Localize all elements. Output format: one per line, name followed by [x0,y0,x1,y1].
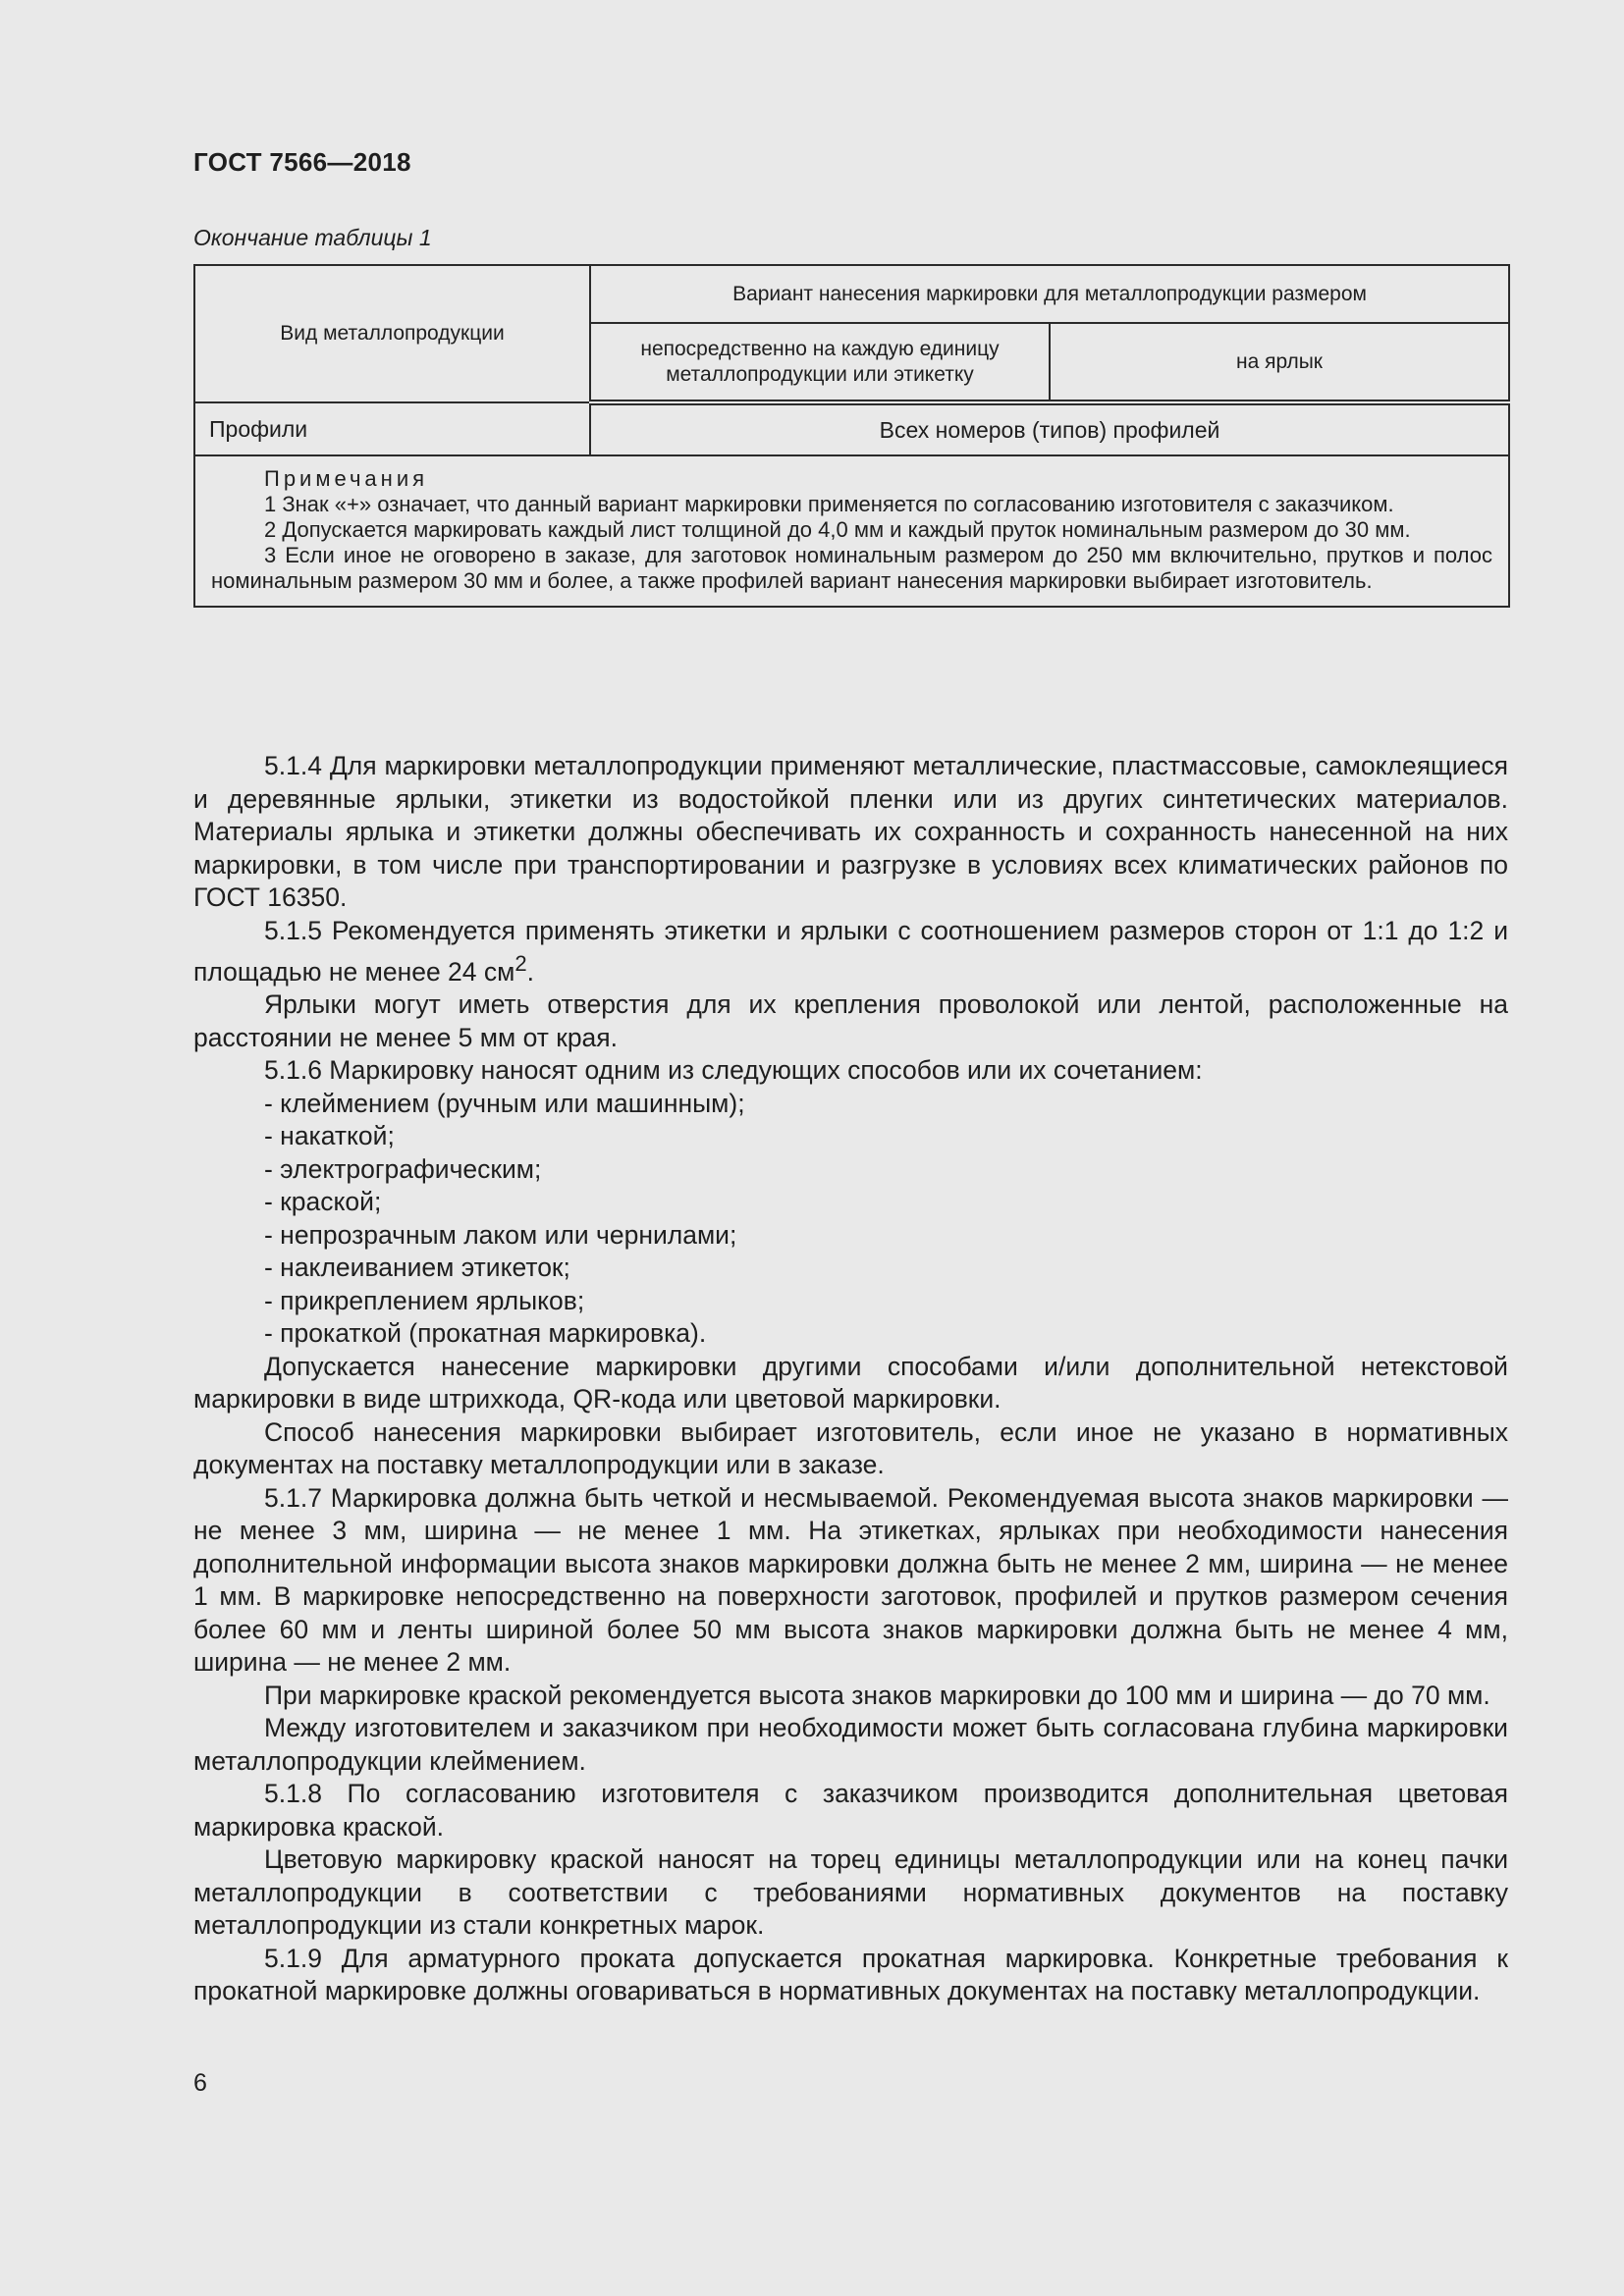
row-value: Всех номеров (типов) профилей [590,402,1509,455]
notes-title: Примечания [264,466,429,491]
note-item: 1 Знак «+» означает, что данный вариант маркировки применяется по согласованию изготовителя с заказчиком. [264,492,1394,516]
paragraph: Способ нанесения маркировки выбирает изготовитель, если иное не указано в нормативных документах на поставку металлопродукции или в заказе. [193,1416,1508,1480]
page-number: 6 [193,2069,207,2097]
paragraph-5-1-5 [193,915,1508,989]
paragraph-5-1-7: 5.1.7 Маркировка должна быть четкой и несмываемой. Рекомендуемая высота знаков маркировки — не менее 3 мм, ширина — не менее 1 мм. На этикетках, ярлыках при необходимости нанесения дополнительной информации высота знаков маркировки должна быть не менее 2 мм, ширина — не менее 1 мм. В маркировке непосредственно на поверхности заготовок, профилей и прутков размером сечения более 60 мм и ленты шириной более 50 мм высота знаков маркировки должна быть не менее 4 мм, ширина — не менее 2 мм. [193,1482,1508,1678]
list-item: - прокаткой (прокатная маркировка). [264,1318,707,1349]
paragraph: Допускается нанесение маркировки другими способами и/или дополнительной нетекстовой маркировки в виде штрихкода, QR-кода или цветовой маркировки. [193,1351,1508,1415]
paragraph: Ярлыки могут иметь отверстия для их крепления проволокой или лентой, расположенные на расстоянии не менее 5 мм от края. [193,989,1508,1052]
superscript-2: 2 [514,951,527,976]
marking-table [193,264,1510,608]
paragraph: Цветовую маркировку краской наносят на торец единицы металлопродукции или на конец пачки металлопродукции в соответствии с требованиями нормативных документов на поставку металлопродукции из стали конкретных марок. [193,1844,1508,1941]
paragraph: При маркировке краской рекомендуется высота знаков маркировки до 100 мм и ширина — до 70 мм. [264,1680,1490,1710]
list-item: - электрографическим; [264,1153,542,1184]
list-item: - непрозрачным лаком или чернилами; [264,1219,737,1250]
table-notes [194,455,1509,607]
paragraph-5-1-9: 5.1.9 Для арматурного проката допускается прокатная маркировка. Конкретные требования к прокатной маркировке должны оговариваться в нормативных документах на поставку металлопродукции. [193,1943,1508,2006]
list-item: - накаткой; [264,1121,395,1151]
table-caption: Окончание таблицы 1 [193,225,432,250]
paragraph-5-1-4: 5.1.4 Для маркировки металлопродукции применяют металлические, пластмассовые, самоклеящиеся и деревянные ярлыки, этикетки из водостойкой пленки или из других синтетических материалов. Материалы ярлыка и этикетки должны обеспечивать их сохранность и сохранность нанесенной на них маркировки, в том числе при транспортировании и разгрузке в условиях всех климатических районов по ГОСТ 16350. [193,751,1508,912]
list-item: - клеймением (ручным или машинным); [264,1088,745,1118]
table-row [194,402,1509,455]
paragraph-5-1-8: 5.1.8 По согласованию изготовителя с заказчиком производится дополнительная цветовая маркировка краской. [193,1779,1508,1842]
note-item: 3 Если иное не оговорено в заказе, для заготовок номинальным размером до 250 мм включительно, прутков и полос номинальным размером 30 мм и более, а также профилей вариант нанесения маркировки выбирает изготовитель. [211,543,1493,593]
header-marking-variant: Вариант нанесения маркировки для металлопродукции размером [590,265,1509,323]
note-item: 2 Допускается маркировать каждый лист толщиной до 4,0 мм и каждый пруток номинальным размером до 30 мм. [264,517,1411,542]
paragraph: Между изготовителем и заказчиком при необходимости может быть согласована глубина маркировки металлопродукции клеймением. [193,1713,1508,1776]
paragraph-5-1-5-text: 5.1.5 Рекомендуется применять этикетки и ярлыки с соотношением размеров сторон от 1:1 до 1:2 и площадью не менее 24 см [193,915,1508,987]
paragraph-5-1-6: 5.1.6 Маркировку наносят одним из следующих способов или их сочетанием: [264,1055,1203,1086]
header-tag-marking: на ярлык [1050,323,1509,402]
header-product-kind: Вид металлопродукции [194,265,590,402]
paragraph-5-1-5-end: . [526,956,535,987]
list-item: - краской; [264,1187,382,1217]
body-text [193,750,1508,2008]
row-product-kind: Профили [194,402,590,455]
header-direct-marking: непосредственно на каждую единицу металлопродукции или этикетку [590,323,1050,402]
list-item: - наклеиванием этикеток; [264,1253,570,1283]
document-code: ГОСТ 7566—2018 [193,147,411,177]
list-item: - прикреплением ярлыков; [264,1285,585,1315]
